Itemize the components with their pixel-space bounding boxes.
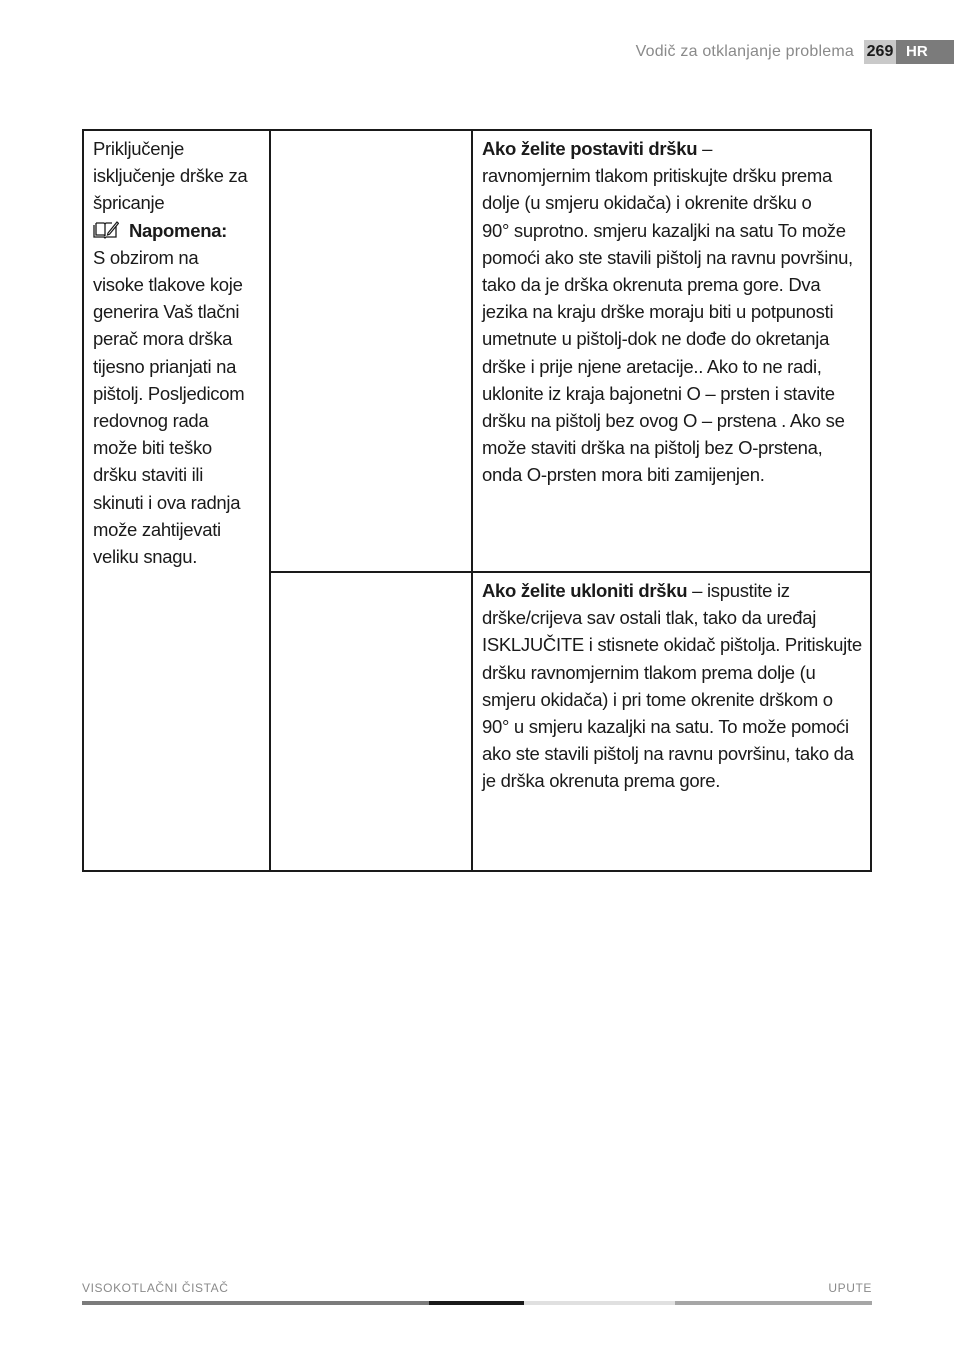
- note-pencil-icon: [93, 221, 119, 239]
- footer-section-name: UPUTE: [828, 1281, 872, 1295]
- remove-instructions-cell: Ako želite ukloniti dršku – ispustite iz drške/crijeva sav ostali tlak, tako da uređaj ISKLJUČITE i stisnete okidač pištolja. Pritiskujte dršku ravnomjernim tlakom prema dolje (u smjeru okidača) i pri tome okrenite drškom o 90° u smjeru kazaljki na satu. To može pomoći ako ste stavili pištolj na ravnu površinu, tako da je drška okrenuta prema gore.: [472, 572, 871, 871]
- empty-cell: [270, 130, 472, 572]
- attach-title: Ako želite postaviti dršku: [482, 138, 698, 159]
- language-badge: HR: [896, 40, 954, 64]
- note-label: Napomena:: [129, 219, 228, 241]
- note-text: S obzirom na visoke tlakove koje generira Vaš tlačni perač mora drška tijesno prianjati na pištolj. Posljedicom redovnog rada može biti teško dršku staviti ili skinuti i ova radnja može zahtijevati veliku snagu.: [93, 246, 245, 568]
- footer-bar-segment: [524, 1301, 675, 1305]
- topic-cell: [83, 130, 270, 871]
- troubleshooting-table: [82, 129, 872, 872]
- section-title: Vodič za otklanjanje problema: [635, 43, 854, 60]
- attach-instructions-cell: Ako želite postaviti dršku – ravnomjernim tlakom pritiskujte dršku prema dolje (u smjeru okidača) i okrenite dršku o 90° suprotno. smjeru kazaljki na satu To može pomoći ako ste stavili pištolj na ravnu površinu, tako da je drška okrenuta prema gore. Dva jezika na kraju drške moraju biti u potpunosti umetnute u pištolj-dok ne dođe do okretanja drške i prije njene aretacije.. Ako to ne radi, uklonite iz kraja bajonetni O – prsten i stavite dršku na pištolj bez ovog O – prstena . Ako se može staviti drška na pištolj bez O-prstena, onda O-prsten mora biti zamijenjen.: [472, 130, 871, 572]
- footer-product-name: VISOKOTLAČNI ČISTAČ: [82, 1281, 229, 1295]
- footer-bar-segment: [82, 1301, 429, 1305]
- footer-bar-segment: [675, 1301, 872, 1305]
- page-number: 269: [864, 40, 896, 64]
- footer-bar-segment: [429, 1301, 524, 1305]
- attach-first-line: Ako želite postaviti dršku –: [482, 138, 713, 159]
- topic-heading: Priključenje isključenje drške za špricanje: [93, 138, 248, 214]
- page-header: [0, 40, 954, 64]
- note-heading: [93, 217, 261, 244]
- table-row: [83, 130, 871, 572]
- remove-first-line: Ako želite ukloniti dršku – ispustite iz: [482, 580, 790, 601]
- empty-cell: [270, 572, 472, 871]
- remove-title: Ako želite ukloniti dršku: [482, 580, 688, 601]
